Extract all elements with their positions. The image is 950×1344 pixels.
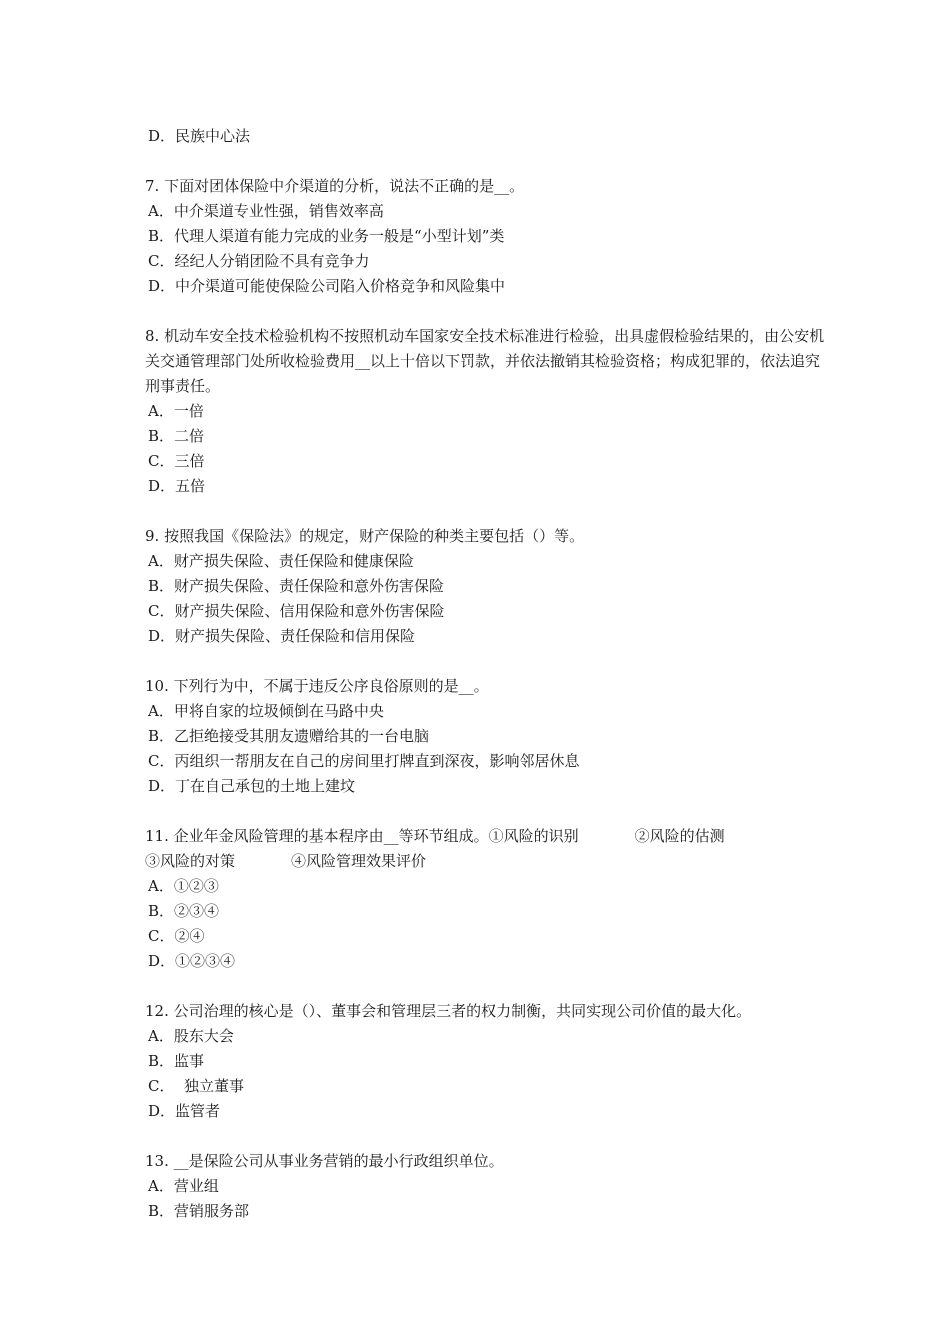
question-13-option-a: A．营业组	[148, 1177, 219, 1195]
question-10-text: 10. 下列行为中，不属于违反公序良俗原则的是__。	[145, 677, 489, 695]
question-7-option-d: D．中介渠道可能使保险公司陷入价格竞争和风险集中	[148, 277, 506, 295]
question-8-option-a: A．一倍	[148, 402, 204, 420]
option-d-previous: D．民族中心法	[148, 127, 251, 145]
question-10-option-b: B．乙拒绝接受其朋友遗赠给其的一台电脑	[148, 727, 430, 745]
question-11-option-a: A．①②③	[148, 877, 219, 895]
question-10-option-d: D．丁在自己承包的土地上建坟	[148, 777, 356, 795]
question-11-text-line-1	[145, 824, 825, 849]
question-7	[145, 174, 825, 299]
question-13-option-b: B．营销服务部	[148, 1202, 250, 1220]
question-10	[145, 674, 825, 799]
question-9-option-a: A．财产损失保险、责任保险和健康保险	[148, 552, 414, 570]
question-11-text-line-2	[145, 849, 825, 874]
question-13	[145, 1149, 825, 1224]
question-11-text-part-3: ③风险的对策	[145, 852, 236, 870]
question-8-text: 8. 机动车安全技术检验机构不按照机动车国家安全技术标准进行检验，出具虚假检验结果的，由公安机关交通管理部门处所收检验费用__以上十倍以下罚款，并依法撤销其检验资格；构成犯罪的，依法追究刑事责任。	[145, 327, 825, 395]
question-12-option-a: A．股东大会	[148, 1027, 234, 1045]
question-11-option-d: D．①②③④	[148, 952, 236, 970]
question-13-text: 13. __是保险公司从事业务营销的最小行政组织单位。	[145, 1152, 504, 1170]
question-9-option-d: D．财产损失保险、责任保险和信用保险	[148, 627, 416, 645]
question-11-text-part-2: ②风险的估测	[634, 827, 725, 845]
question-11	[145, 824, 825, 974]
question-9-text: 9. 按照我国《保险法》的规定，财产保险的种类主要包括（）等。	[145, 527, 585, 545]
question-11-option-b: B．②③④	[148, 902, 220, 920]
question-9-option-c: C．财产损失保险、信用保险和意外伤害保险	[148, 602, 445, 620]
question-7-text: 7. 下面对团体保险中介渠道的分析，说法不正确的是__。	[145, 177, 525, 195]
question-11-option-c: C．②④	[148, 927, 205, 945]
question-7-option-a: A．中介渠道专业性强，销售效率高	[148, 202, 384, 220]
question-12-option-c: C． 独立董事	[148, 1077, 245, 1095]
question-12-option-d: D．监管者	[148, 1102, 221, 1120]
question-8-option-b: B．二倍	[148, 427, 205, 445]
question-9-option-b: B．财产损失保险、责任保险和意外伤害保险	[148, 577, 445, 595]
question-8	[145, 324, 825, 499]
question-11-text-part-1: 11. 企业年金风险管理的基本程序由__等环节组成。①风险的识别	[145, 827, 579, 845]
question-12-text: 12. 公司治理的核心是（）、董事会和管理层三者的权力制衡，共同实现公司价值的最大化。	[145, 1002, 752, 1020]
question-8-option-c: C．三倍	[148, 452, 205, 470]
question-8-option-d: D．五倍	[148, 477, 206, 495]
question-10-option-c: C．丙组织一帮朋友在自己的房间里打牌直到深夜，影响邻居休息	[148, 752, 580, 770]
question-12-option-b: B．监事	[148, 1052, 205, 1070]
question-7-option-b: B．代理人渠道有能力完成的业务一般是“小型计划”类	[148, 227, 505, 245]
question-9	[145, 524, 825, 649]
question-7-option-c: C．经纪人分销团险不具有竞争力	[148, 252, 370, 270]
question-11-text-part-4: ④风险管理效果评价	[291, 852, 427, 870]
question-12	[145, 999, 825, 1124]
question-10-option-a: A．甲将自家的垃圾倾倒在马路中央	[148, 702, 384, 720]
document-page	[145, 124, 825, 1224]
